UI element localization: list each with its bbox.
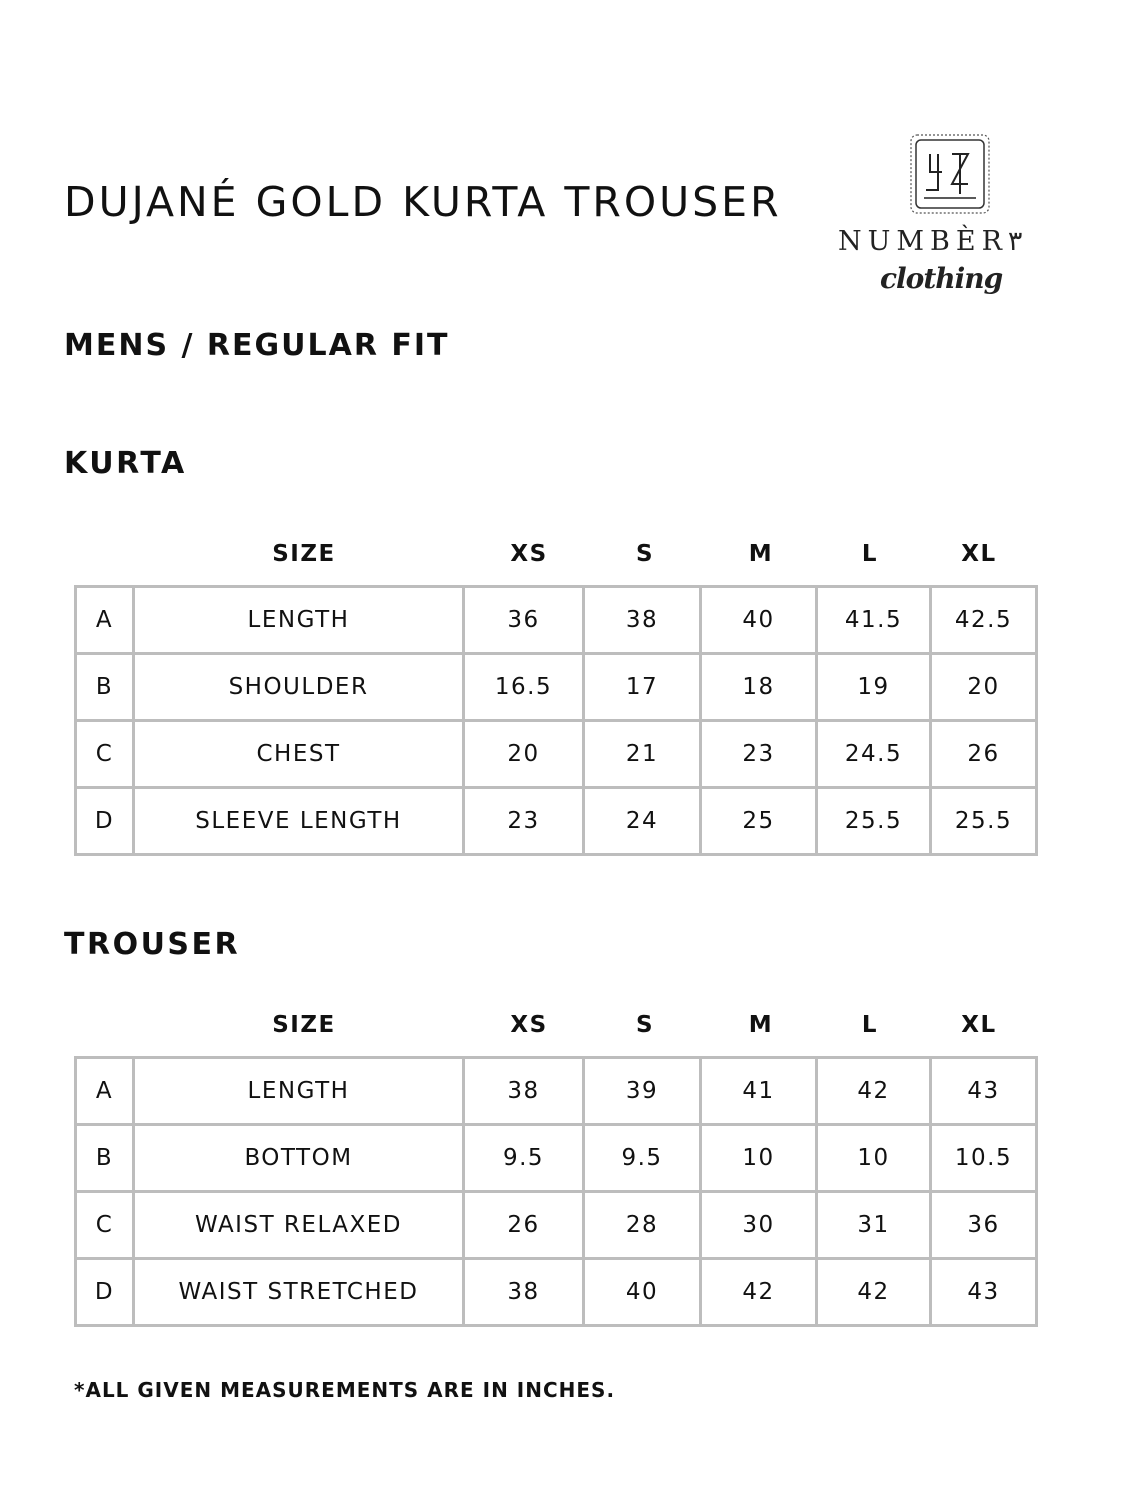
measurement-label: WAIST RELAXED — [134, 1192, 464, 1259]
kurta-header-l: L — [861, 541, 879, 567]
trouser-header-size: SIZE — [272, 1012, 336, 1038]
brand-wordmark: NUMBÈR٣ — [838, 226, 1023, 257]
table-cell: 39 — [584, 1058, 701, 1125]
table-cell: 40 — [584, 1259, 701, 1326]
brand-subtitle: clothing — [880, 262, 1003, 295]
table-cell: 23 — [701, 721, 817, 788]
table-row — [76, 587, 1037, 654]
kurta-section-title: KURTA — [64, 446, 187, 481]
table-cell: 42.5 — [931, 587, 1037, 654]
table-cell: 43 — [931, 1259, 1037, 1326]
table-cell: 36 — [464, 587, 584, 654]
table-cell: 31 — [817, 1192, 931, 1259]
trouser-section-title: TROUSER — [64, 927, 241, 962]
table-cell: 24 — [584, 788, 701, 855]
trouser-header-s: S — [635, 1012, 655, 1038]
kurta-header-xs: XS — [510, 541, 548, 567]
measurement-note: *ALL GIVEN MEASUREMENTS ARE IN INCHES. — [74, 1378, 616, 1402]
table-cell: 42 — [817, 1058, 931, 1125]
kurta-size-table — [74, 585, 1038, 856]
table-cell: 20 — [464, 721, 584, 788]
table-cell: 10 — [701, 1125, 817, 1192]
row-letter: C — [76, 1192, 134, 1259]
row-letter: A — [76, 1058, 134, 1125]
trouser-header-m: M — [748, 1012, 774, 1038]
table-cell: 38 — [464, 1058, 584, 1125]
table-cell: 25.5 — [931, 788, 1037, 855]
kurta-header-xl: XL — [961, 541, 997, 567]
table-cell: 36 — [931, 1192, 1037, 1259]
table-cell: 28 — [584, 1192, 701, 1259]
table-cell: 26 — [931, 721, 1037, 788]
measurement-label: CHEST — [134, 721, 464, 788]
kurta-header-m: M — [748, 541, 774, 567]
measurement-label: LENGTH — [134, 587, 464, 654]
table-cell: 40 — [701, 587, 817, 654]
table-cell: 25 — [701, 788, 817, 855]
table-cell: 26 — [464, 1192, 584, 1259]
table-row — [76, 721, 1037, 788]
row-letter: B — [76, 1125, 134, 1192]
table-cell: 41.5 — [817, 587, 931, 654]
table-cell: 9.5 — [464, 1125, 584, 1192]
trouser-size-table — [74, 1056, 1038, 1327]
table-row — [76, 1259, 1037, 1326]
table-cell: 18 — [701, 654, 817, 721]
table-cell: 38 — [584, 587, 701, 654]
kurta-header-s: S — [635, 541, 655, 567]
table-cell: 25.5 — [817, 788, 931, 855]
trouser-header-l: L — [861, 1012, 879, 1038]
table-cell: 41 — [701, 1058, 817, 1125]
table-row — [76, 1058, 1037, 1125]
measurement-label: SHOULDER — [134, 654, 464, 721]
table-cell: 42 — [701, 1259, 817, 1326]
row-letter: A — [76, 587, 134, 654]
row-letter: D — [76, 1259, 134, 1326]
table-cell: 24.5 — [817, 721, 931, 788]
measurement-label: LENGTH — [134, 1058, 464, 1125]
table-cell: 21 — [584, 721, 701, 788]
trouser-header-xl: XL — [961, 1012, 997, 1038]
brand-emblem-icon — [838, 132, 1068, 222]
table-cell: 9.5 — [584, 1125, 701, 1192]
table-cell: 19 — [817, 654, 931, 721]
page-title: DUJANÉ GOLD KURTA TROUSER — [64, 178, 782, 226]
table-cell: 16.5 — [464, 654, 584, 721]
table-cell: 30 — [701, 1192, 817, 1259]
trouser-header-xs: XS — [510, 1012, 548, 1038]
measurement-label: BOTTOM — [134, 1125, 464, 1192]
table-cell: 10.5 — [931, 1125, 1037, 1192]
table-row — [76, 1192, 1037, 1259]
table-cell: 20 — [931, 654, 1037, 721]
row-letter: D — [76, 788, 134, 855]
fit-subtitle: MENS / REGULAR FIT — [64, 328, 450, 363]
table-cell: 10 — [817, 1125, 931, 1192]
row-letter: C — [76, 721, 134, 788]
table-cell: 42 — [817, 1259, 931, 1326]
table-cell: 38 — [464, 1259, 584, 1326]
row-letter: B — [76, 654, 134, 721]
measurement-label: SLEEVE LENGTH — [134, 788, 464, 855]
table-cell: 23 — [464, 788, 584, 855]
table-cell: 17 — [584, 654, 701, 721]
table-row — [76, 654, 1037, 721]
table-row — [76, 1125, 1037, 1192]
table-cell: 43 — [931, 1058, 1037, 1125]
brand-logo — [838, 132, 1068, 302]
kurta-header-size: SIZE — [272, 541, 336, 567]
table-row — [76, 788, 1037, 855]
measurement-label: WAIST STRETCHED — [134, 1259, 464, 1326]
